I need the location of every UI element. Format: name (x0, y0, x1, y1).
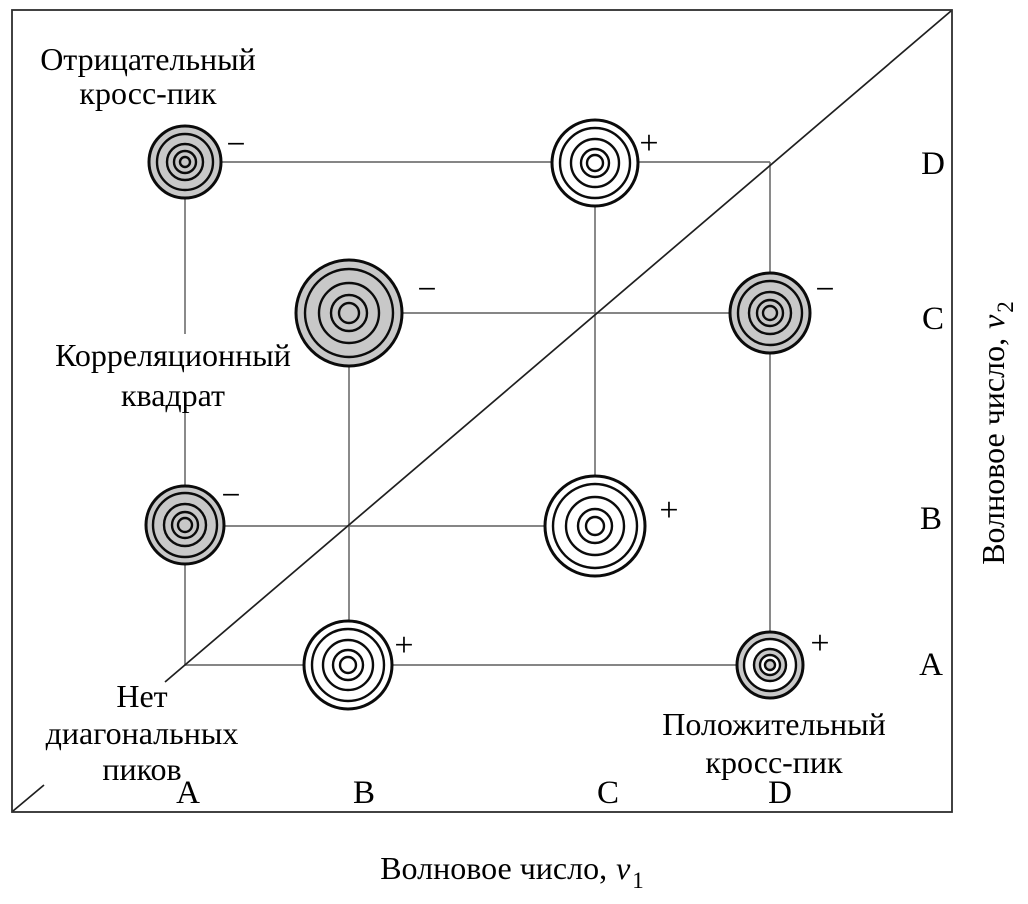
contour-ring (587, 155, 603, 171)
peak-sign: − (221, 477, 241, 514)
peak-sign: − (815, 271, 835, 308)
annotation-line: пиков (102, 751, 182, 787)
axis-label-variable: v (616, 850, 631, 886)
cross-peak-D-A (737, 625, 830, 698)
contour-ring (765, 660, 775, 670)
contour-ring (178, 518, 192, 532)
cross-peak-C-D (552, 120, 659, 206)
peak-sign: − (417, 271, 437, 308)
contour-ring (339, 303, 359, 323)
axis-label-variable: v (975, 314, 1011, 329)
x-tick-label-B: B (352, 775, 376, 811)
annotation-line: Положительный (662, 706, 886, 742)
annotation-line: диагональных (45, 715, 239, 751)
contour-ring (340, 657, 356, 673)
axis-label-text: Волновое число, (380, 850, 608, 886)
negative-cross-peak-label (40, 41, 256, 111)
annotation-line: Корреляционный (55, 337, 291, 373)
annotation-line: кросс-пик (705, 744, 843, 780)
annotation-line: Нет (116, 678, 168, 714)
axis-label-subscript: 2 (993, 301, 1018, 313)
peak-sign: + (639, 125, 659, 162)
annotation-line: квадрат (120, 377, 226, 413)
cross-peak-D-C (730, 271, 835, 353)
annotation-line: Отрицательный (40, 41, 256, 77)
correlation-square-label (55, 337, 291, 413)
diagonal-corner-tick (13, 785, 44, 811)
no-diagonal-peaks-label (46, 678, 239, 787)
peak-sign: + (394, 627, 414, 664)
peak-sign: − (226, 126, 246, 163)
peak-sign: + (659, 492, 679, 529)
x-tick-label-A: A (176, 775, 200, 811)
x-tick-label-D: D (768, 775, 792, 811)
y-tick-label-C: C (921, 301, 945, 337)
y-tick-label-D: D (921, 146, 945, 182)
cross-peak-A-B (146, 477, 241, 564)
cross-peak-C-B (545, 476, 679, 576)
axis-label-x (380, 850, 644, 893)
axis-label-y (975, 301, 1018, 565)
cross-peak-A-D (149, 126, 246, 198)
axis-label-subscript: 1 (632, 868, 644, 893)
x-tick-label-C: C (596, 775, 620, 811)
y-tick-label-A: A (919, 647, 943, 683)
y-tick-label-B: B (919, 501, 943, 537)
contour-ring (180, 157, 190, 167)
axis-label-text: Волновое число, (975, 337, 1011, 565)
contour-ring (763, 306, 777, 320)
contour-ring (586, 517, 604, 535)
positive-cross-peak-label (662, 706, 886, 780)
annotation-line: кросс-пик (79, 75, 217, 111)
peak-sign: + (810, 625, 830, 662)
